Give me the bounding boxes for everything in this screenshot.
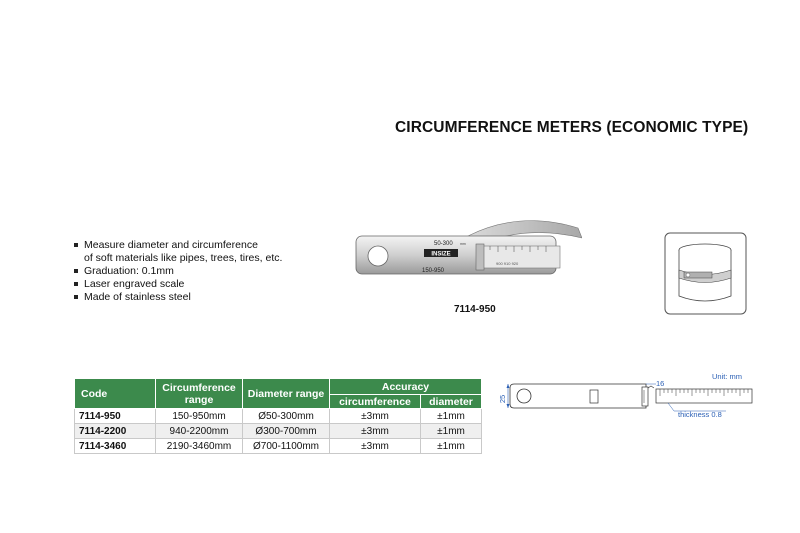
cell-acc-diameter: ±1mm (421, 424, 482, 439)
header-acc-diameter: diameter (421, 395, 482, 409)
cell-code: 7114-2200 (75, 424, 156, 439)
photo-caption: 7114-950 (454, 304, 496, 315)
range-label-lower: 150-950 (422, 268, 445, 274)
dimension-16: 16 (656, 379, 665, 388)
header-accuracy: Accuracy (330, 379, 482, 395)
cell-acc-circumference: ±3mm (330, 409, 421, 424)
header-diameter-range: Diameter range (243, 379, 330, 409)
cell-diameter: Ø700-1100mm (243, 439, 330, 454)
cell-code: 7114-3460 (75, 439, 156, 454)
thickness-label: thickness 0.8 (678, 410, 722, 419)
product-photo (350, 216, 582, 288)
cell-acc-circumference: ±3mm (330, 439, 421, 454)
cell-circumference: 940-2200mm (156, 424, 243, 439)
unit-label: Unit: mm (712, 372, 742, 381)
technical-drawing (496, 378, 756, 426)
feature-item: Graduation: 0.1mm (74, 265, 282, 278)
brand-text: INSIZE (431, 251, 451, 258)
cell-diameter: Ø300-700mm (243, 424, 330, 439)
table-row (75, 424, 482, 439)
cell-acc-diameter: ±1mm (421, 439, 482, 454)
usage-illustration (664, 232, 747, 315)
feature-item: Made of stainless steel (74, 291, 282, 304)
page-title: CIRCUMFERENCE METERS (ECONOMIC TYPE) (395, 119, 749, 136)
unit-label: mm (460, 242, 466, 246)
feature-list (74, 239, 282, 304)
scale-numbers: 900 910 920 (496, 261, 519, 266)
cell-acc-diameter: ±1mm (421, 409, 482, 424)
feature-item: Laser engraved scale (74, 278, 282, 291)
dimension-25: 25 (498, 394, 507, 404)
range-label-upper: 50-300 (434, 241, 453, 247)
header-code: Code (75, 379, 156, 409)
cell-circumference: 2190-3460mm (156, 439, 243, 454)
table-row (75, 439, 482, 454)
specs-table (74, 378, 482, 454)
cell-code: 7114-950 (75, 409, 156, 424)
cell-diameter: Ø50-300mm (243, 409, 330, 424)
cell-acc-circumference: ±3mm (330, 424, 421, 439)
feature-item: Measure diameter and circumference of soft materials like pipes, trees, tires, etc. (74, 239, 282, 265)
header-circumference-range: Circumference range (156, 379, 243, 409)
cell-circumference: 150-950mm (156, 409, 243, 424)
table-row (75, 409, 482, 424)
header-acc-circumference: circumference (330, 395, 421, 409)
